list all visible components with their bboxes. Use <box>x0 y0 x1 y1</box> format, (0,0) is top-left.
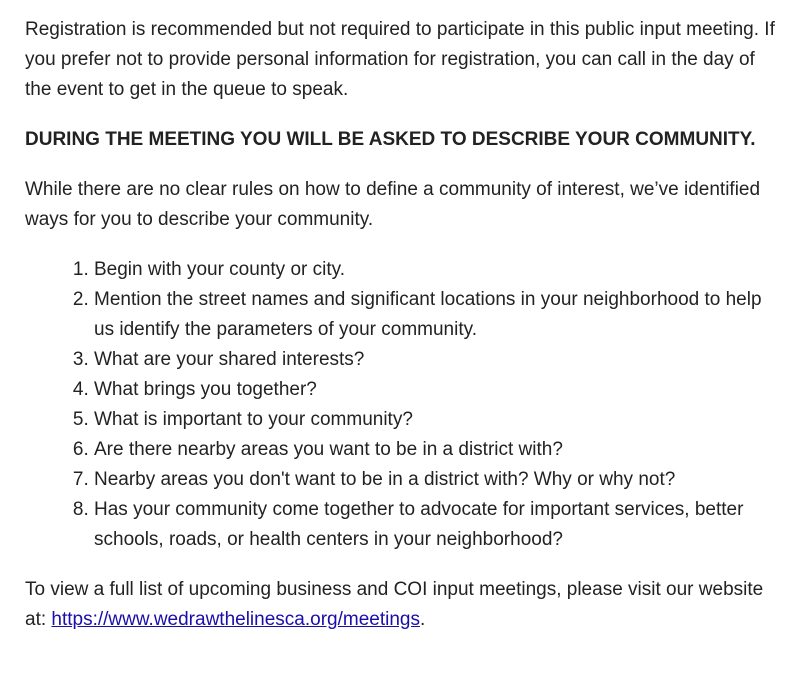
meetings-footer-paragraph <box>25 575 784 635</box>
meetings-link[interactable]: https://www.wedrawthelinesca.org/meetings <box>51 609 420 630</box>
description-paragraph: While there are no clear rules on how to define a community of interest, we’ve identified ways for you to describe your community. <box>25 179 761 230</box>
list-item: 2. Mention the street names and significant locations in your neighborhood to help us identify the parameters of your community. <box>94 285 784 345</box>
list-item: 1. Begin with your county or city. <box>94 255 784 285</box>
section-heading: DURING THE MEETING YOU WILL BE ASKED TO DESCRIBE YOUR COMMUNITY. <box>25 129 756 150</box>
steps-list <box>25 255 784 555</box>
footer-text: To view a full list of upcoming business and COI input meetings, please visit our website at: <box>25 579 764 630</box>
list-item: 8. Has your community come together to advocate for important services, better schools, roads, or health centers in your neighborhood? <box>94 495 784 555</box>
registration-paragraph: Registration is recommended but not required to participate in this public input meeting. If you prefer not to provide personal information for registration, you can call in the day of the event to get in the queue to speak. <box>25 19 775 100</box>
list-item: 6. Are there nearby areas you want to be in a district with? <box>94 435 784 465</box>
list-item: 5. What is important to your community? <box>94 405 784 435</box>
list-item: 4. What brings you together? <box>94 375 784 405</box>
list-item: 3. What are your shared interests? <box>94 345 784 375</box>
list-item: 7. Nearby areas you don't want to be in a district with? Why or why not? <box>94 465 784 495</box>
footer-period: . <box>419 609 426 630</box>
